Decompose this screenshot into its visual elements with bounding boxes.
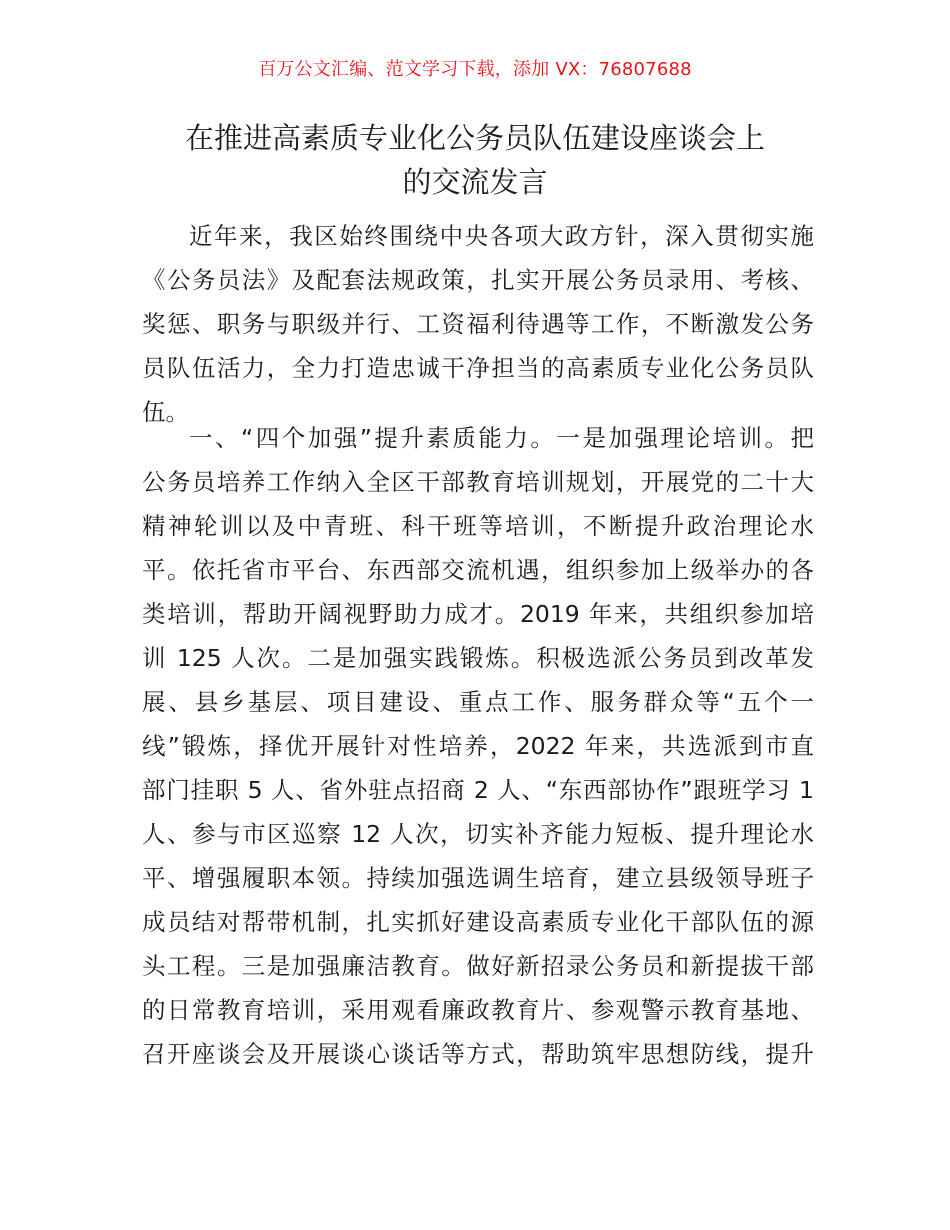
title-line: 在推进高素质专业化公务员队伍建设座谈会上 [184,121,765,155]
paragraph-intro [142,214,814,434]
paragraph-line: 公务员培养工作纳入全区干部教育培训规划，开展党的二十大 [142,468,814,496]
paragraph-line: 近年来，我区始终围绕中央各项大政方针，深入贯彻实施 [189,222,814,250]
paragraph-line: 平。依托省市平台、东西部交流机遇，组织参加上级举办的各 [142,556,814,584]
title-line: 的交流发言 [402,165,548,199]
paragraph-line: 训 125 人次。二是加强实践锻炼。积极选派公务员到改革发 [142,644,814,672]
paragraph-line: 展、县乡基层、项目建设、重点工作、服务群众等“五个一 [142,688,814,716]
paragraph-line: 《公务员法》及配套法规政策，扎实开展公务员录用、考核、 [142,266,814,294]
paragraph-line: 平、增强履职本领。持续加强选调生培育，建立县级领导班子 [142,864,814,892]
paragraph-line: 员队伍活力，全力打造忠诚干净担当的高素质专业化公务员队 [142,354,814,382]
paragraph-line: 的日常教育培训，采用观看廉政教育片、参观警示教育基地、 [142,996,814,1024]
paragraph-section-one [142,416,814,1076]
paragraph-line: 线”锻炼，择优开展针对性培养，2022 年来，共选派到市直 [142,732,814,760]
paragraph-line: 精神轮训以及中青班、科干班等培训，不断提升政治理论水 [142,512,814,540]
paragraph-line: 一、“四个加强”提升素质能力。一是加强理论培训。把 [189,424,814,452]
paragraph-line: 头工程。三是加强廉洁教育。做好新招录公务员和新提拔干部 [142,952,814,980]
paragraph-line: 人、参与市区巡察 12 人次，切实补齐能力短板、提升理论水 [142,820,814,848]
paragraph-line: 奖惩、职务与职级并行、工资福利待遇等工作，不断激发公务 [142,310,814,338]
paragraph-line: 召开座谈会及开展谈心谈话等方式，帮助筑牢思想防线，提升 [142,1040,814,1068]
promo-banner: 百万公文汇编、范文学习下载，添加 VX：76807688 [258,59,692,80]
paragraph-line: 类培训，帮助开阔视野助力成才。2019 年来，共组织参加培 [142,600,814,628]
paragraph-line: 伍。 [142,398,189,426]
paragraph-line: 成员结对帮带机制，扎实抓好建设高素质专业化干部队伍的源 [142,908,814,936]
document-title [130,116,820,204]
paragraph-line: 部门挂职 5 人、省外驻点招商 2 人、“东西部协作”跟班学习 1 [142,776,814,804]
